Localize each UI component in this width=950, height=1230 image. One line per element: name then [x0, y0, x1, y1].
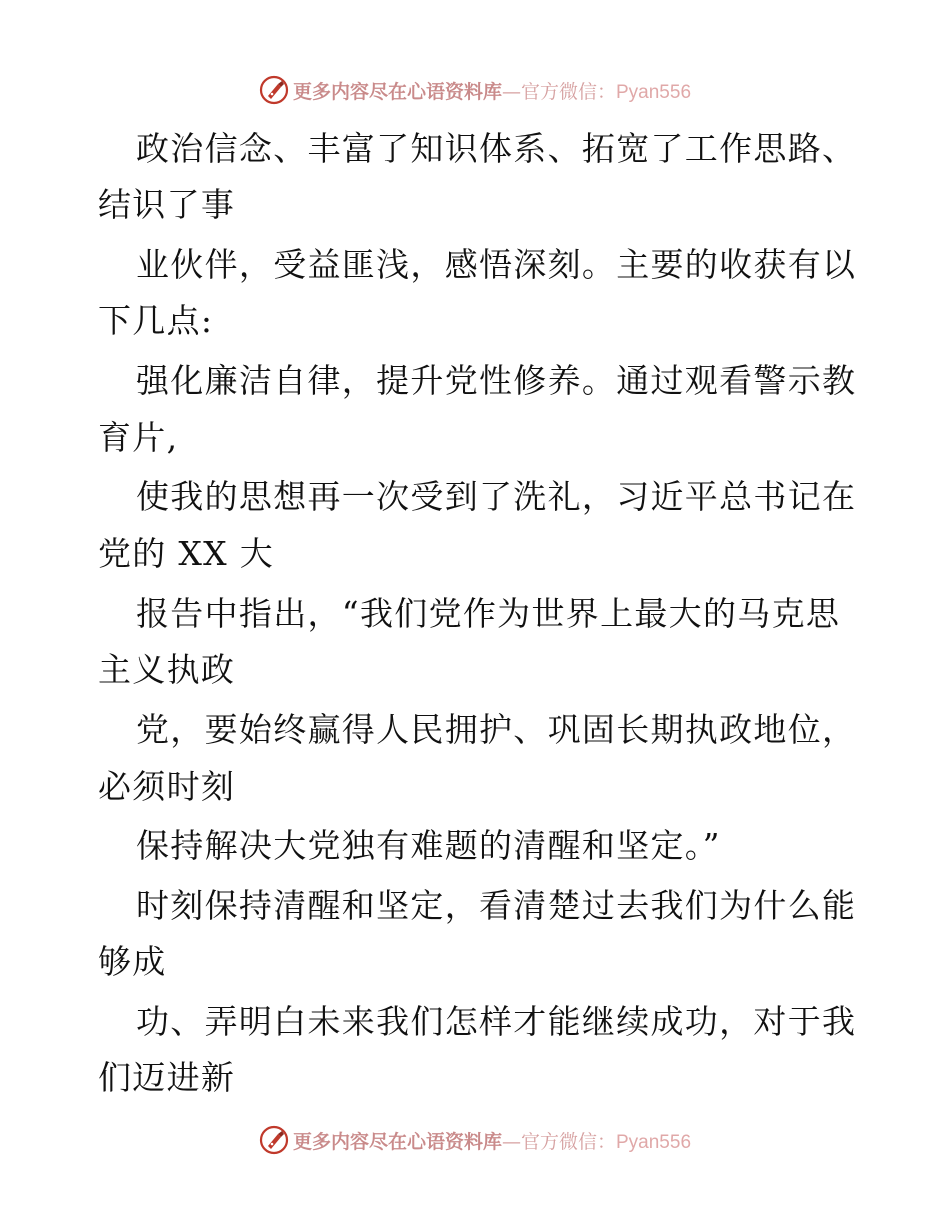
banner-wechat-id: Pyan556 [616, 81, 692, 103]
body-line: 够成 [98, 942, 167, 981]
banner-wechat-label: 官方微信： [520, 1130, 616, 1153]
body-line: 主义执政 [98, 650, 236, 689]
body-line: 功、弄明白未来我们怎样才能继续成功，对于我 [136, 1002, 857, 1041]
body-line: 使我的思想再一次受到了洗礼，习近平总书记在 [136, 477, 857, 516]
body-line: 下几点: [98, 301, 214, 340]
body-line: 党，要始终赢得人民拥护、巩固长期执政地位， [136, 710, 857, 749]
banner-slogan: 更多内容尽在心语资料库 [292, 80, 502, 103]
body-line: 业伙伴，受益匪浅，感悟深刻。主要的收获有以 [136, 245, 857, 284]
body-line: 保持解决大党独有难题的清醒和坚定。” [136, 826, 721, 865]
body-line: 育片, [98, 418, 179, 457]
body-line: 报告中指出，“我们党作为世界上最大的马克思 [136, 594, 841, 633]
banner-wechat-id: Pyan556 [616, 1131, 692, 1153]
pen-nib-logo-icon [259, 1125, 289, 1155]
body-line: 时刻保持清醒和坚定，看清楚过去我们为什么能 [136, 886, 857, 925]
body-line: 们迈进新 [98, 1058, 236, 1097]
banner-separator: — [501, 80, 521, 103]
body-line: 必须时刻 [98, 767, 236, 806]
footer-banner [0, 1120, 950, 1160]
banner-slogan: 更多内容尽在心语资料库 [292, 1130, 502, 1153]
banner-text [293, 1127, 691, 1154]
banner-wechat-label: 官方微信： [520, 80, 616, 103]
banner-separator: — [501, 1130, 521, 1153]
body-line: 强化廉洁自律，提升党性修养。通过观看警示教 [136, 361, 857, 400]
body-line: 结识了事 [98, 185, 236, 224]
body-line: 党的 XX 大 [98, 534, 275, 573]
body-line: 政治信念、丰富了知识体系、拓宽了工作思路、 [136, 129, 857, 168]
